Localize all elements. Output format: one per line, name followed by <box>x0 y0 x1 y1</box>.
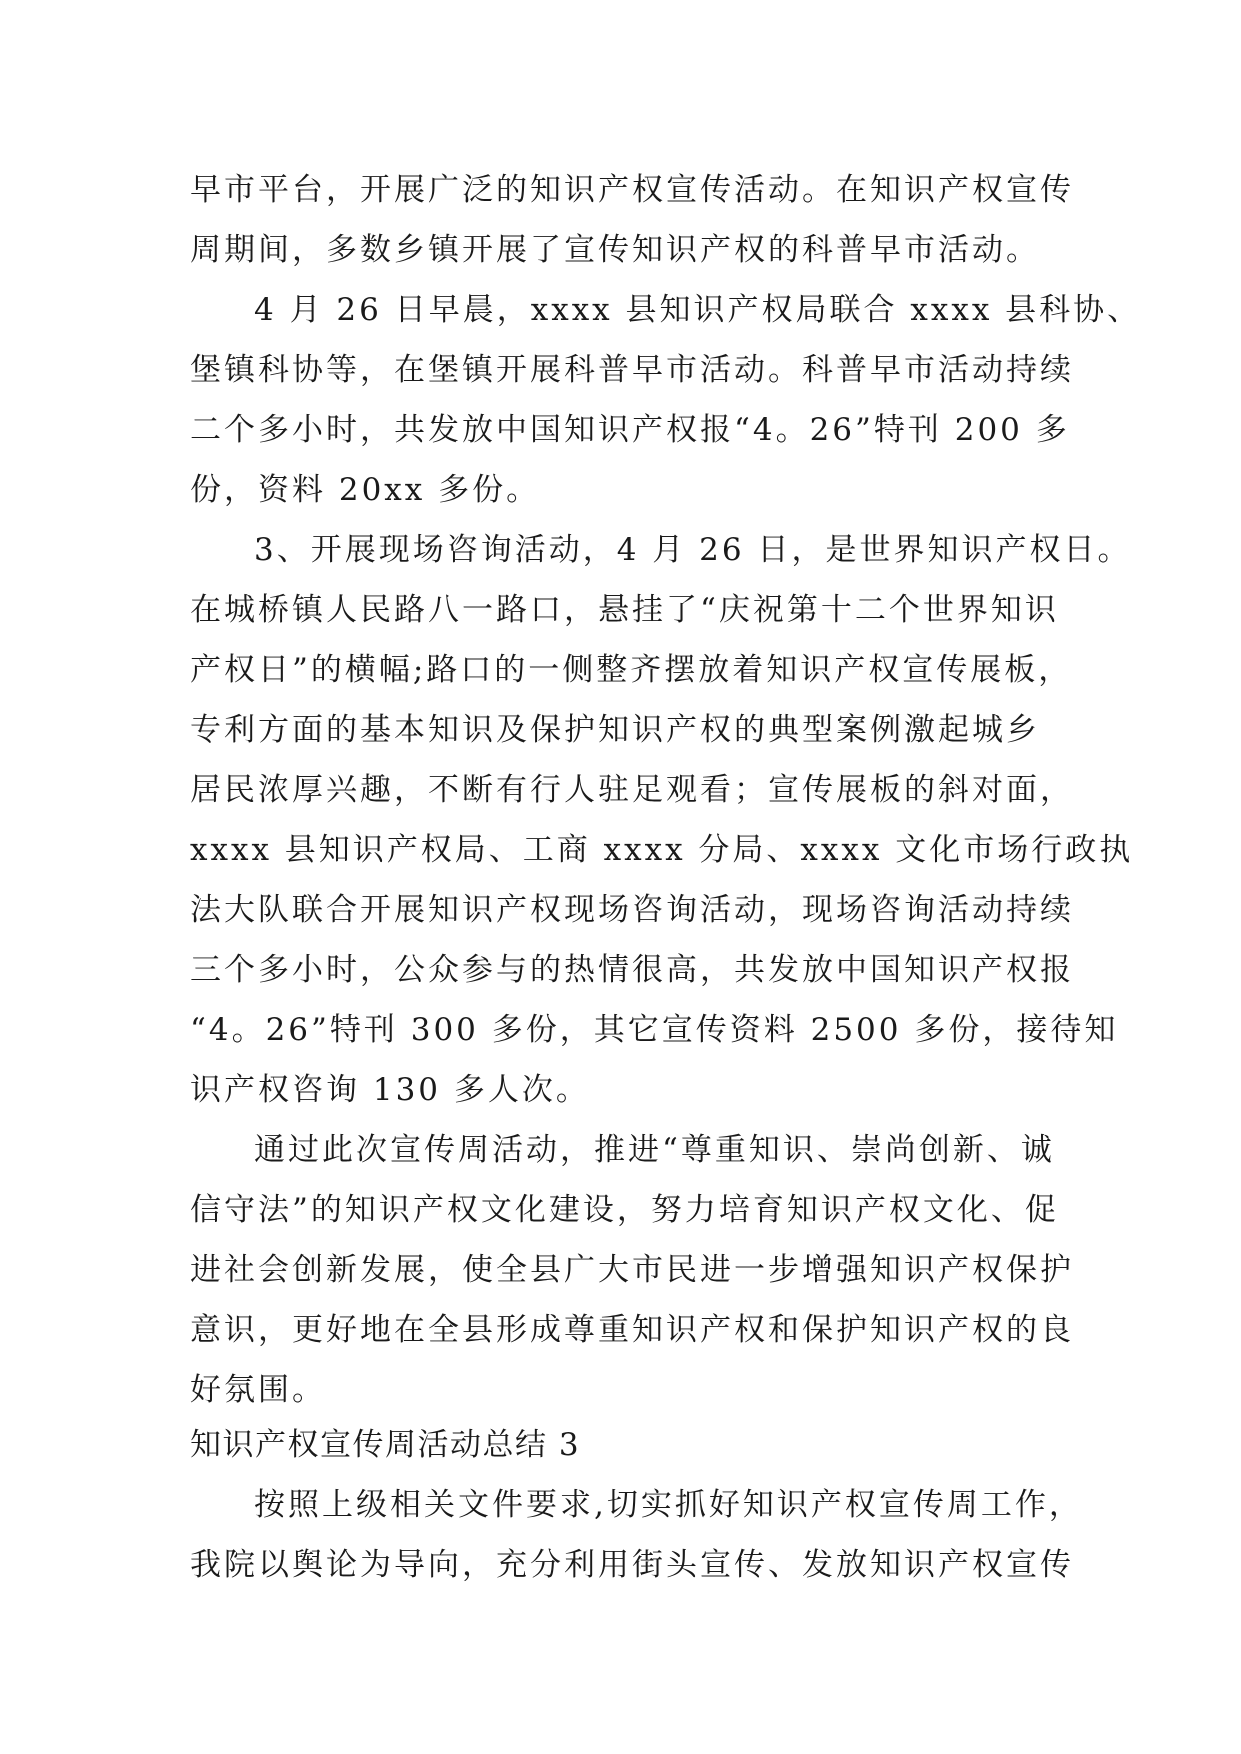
paragraph-line: 专利方面的基本知识及保护知识产权的典型案例激起城乡 <box>190 712 1040 748</box>
paragraph-line: 居民浓厚兴趣，不断有行人驻足观看；宣传展板的斜对面， <box>190 772 1074 808</box>
paragraph-line: 在城桥镇人民路八一路口，悬挂了“庆祝第十二个世界知识 <box>190 592 1059 628</box>
paragraph-line: 识产权咨询 130 多人次。 <box>190 1072 590 1108</box>
paragraph-line: 份，资料 20xx 多份。 <box>190 472 541 508</box>
paragraph-line: 堡镇科协等，在堡镇开展科普早市活动。科普早市活动持续 <box>190 352 1074 388</box>
paragraph-line: 我院以舆论为导向，充分利用街头宣传、发放知识产权宣传 <box>190 1547 1074 1583</box>
paragraph-line: “4。26”特刊 300 多份，其它宣传资料 2500 多份，接待知 <box>190 1012 1119 1048</box>
paragraph-line: 三个多小时，公众参与的热情很高，共发放中国知识产权报 <box>190 952 1074 988</box>
paragraph-line: 产权日”的横幅;路口的一侧整齐摆放着知识产权宣传展板， <box>190 652 1073 688</box>
paragraph-line: 周期间，多数乡镇开展了宣传知识产权的科普早市活动。 <box>190 232 1040 268</box>
paragraph-line: xxxx 县知识产权局、工商 xxxx 分局、xxxx 文化市场行政执 <box>190 832 1134 868</box>
paragraph-line: 法大队联合开展知识产权现场咨询活动，现场咨询活动持续 <box>190 892 1074 928</box>
paragraph-line: 4 月 26 日早晨，xxxx 县知识产权局联合 xxxx 县科协、 <box>254 292 1142 328</box>
paragraph-line: 好氛围。 <box>190 1372 326 1408</box>
section-heading: 知识产权宣传周活动总结 3 <box>190 1427 581 1463</box>
paragraph-line: 进社会创新发展，使全县广大市民进一步增强知识产权保护 <box>190 1252 1074 1288</box>
paragraph-line: 3、开展现场咨询活动，4 月 26 日，是世界知识产权日。 <box>254 532 1132 568</box>
paragraph-line: 信守法”的知识产权文化建设，努力培育知识产权文化、促 <box>190 1192 1059 1228</box>
paragraph-line: 早市平台，开展广泛的知识产权宣传活动。在知识产权宣传 <box>190 172 1074 208</box>
paragraph-line: 二个多小时，共发放中国知识产权报“4。26”特刊 200 多 <box>190 412 1070 448</box>
paragraph-line: 意识，更好地在全县形成尊重知识产权和保护知识产权的良 <box>190 1312 1074 1348</box>
paragraph-line: 通过此次宣传周活动，推进“尊重知识、崇尚创新、诚 <box>254 1132 1055 1168</box>
paragraph-line: 按照上级相关文件要求,切实抓好知识产权宣传周工作， <box>254 1487 1083 1523</box>
